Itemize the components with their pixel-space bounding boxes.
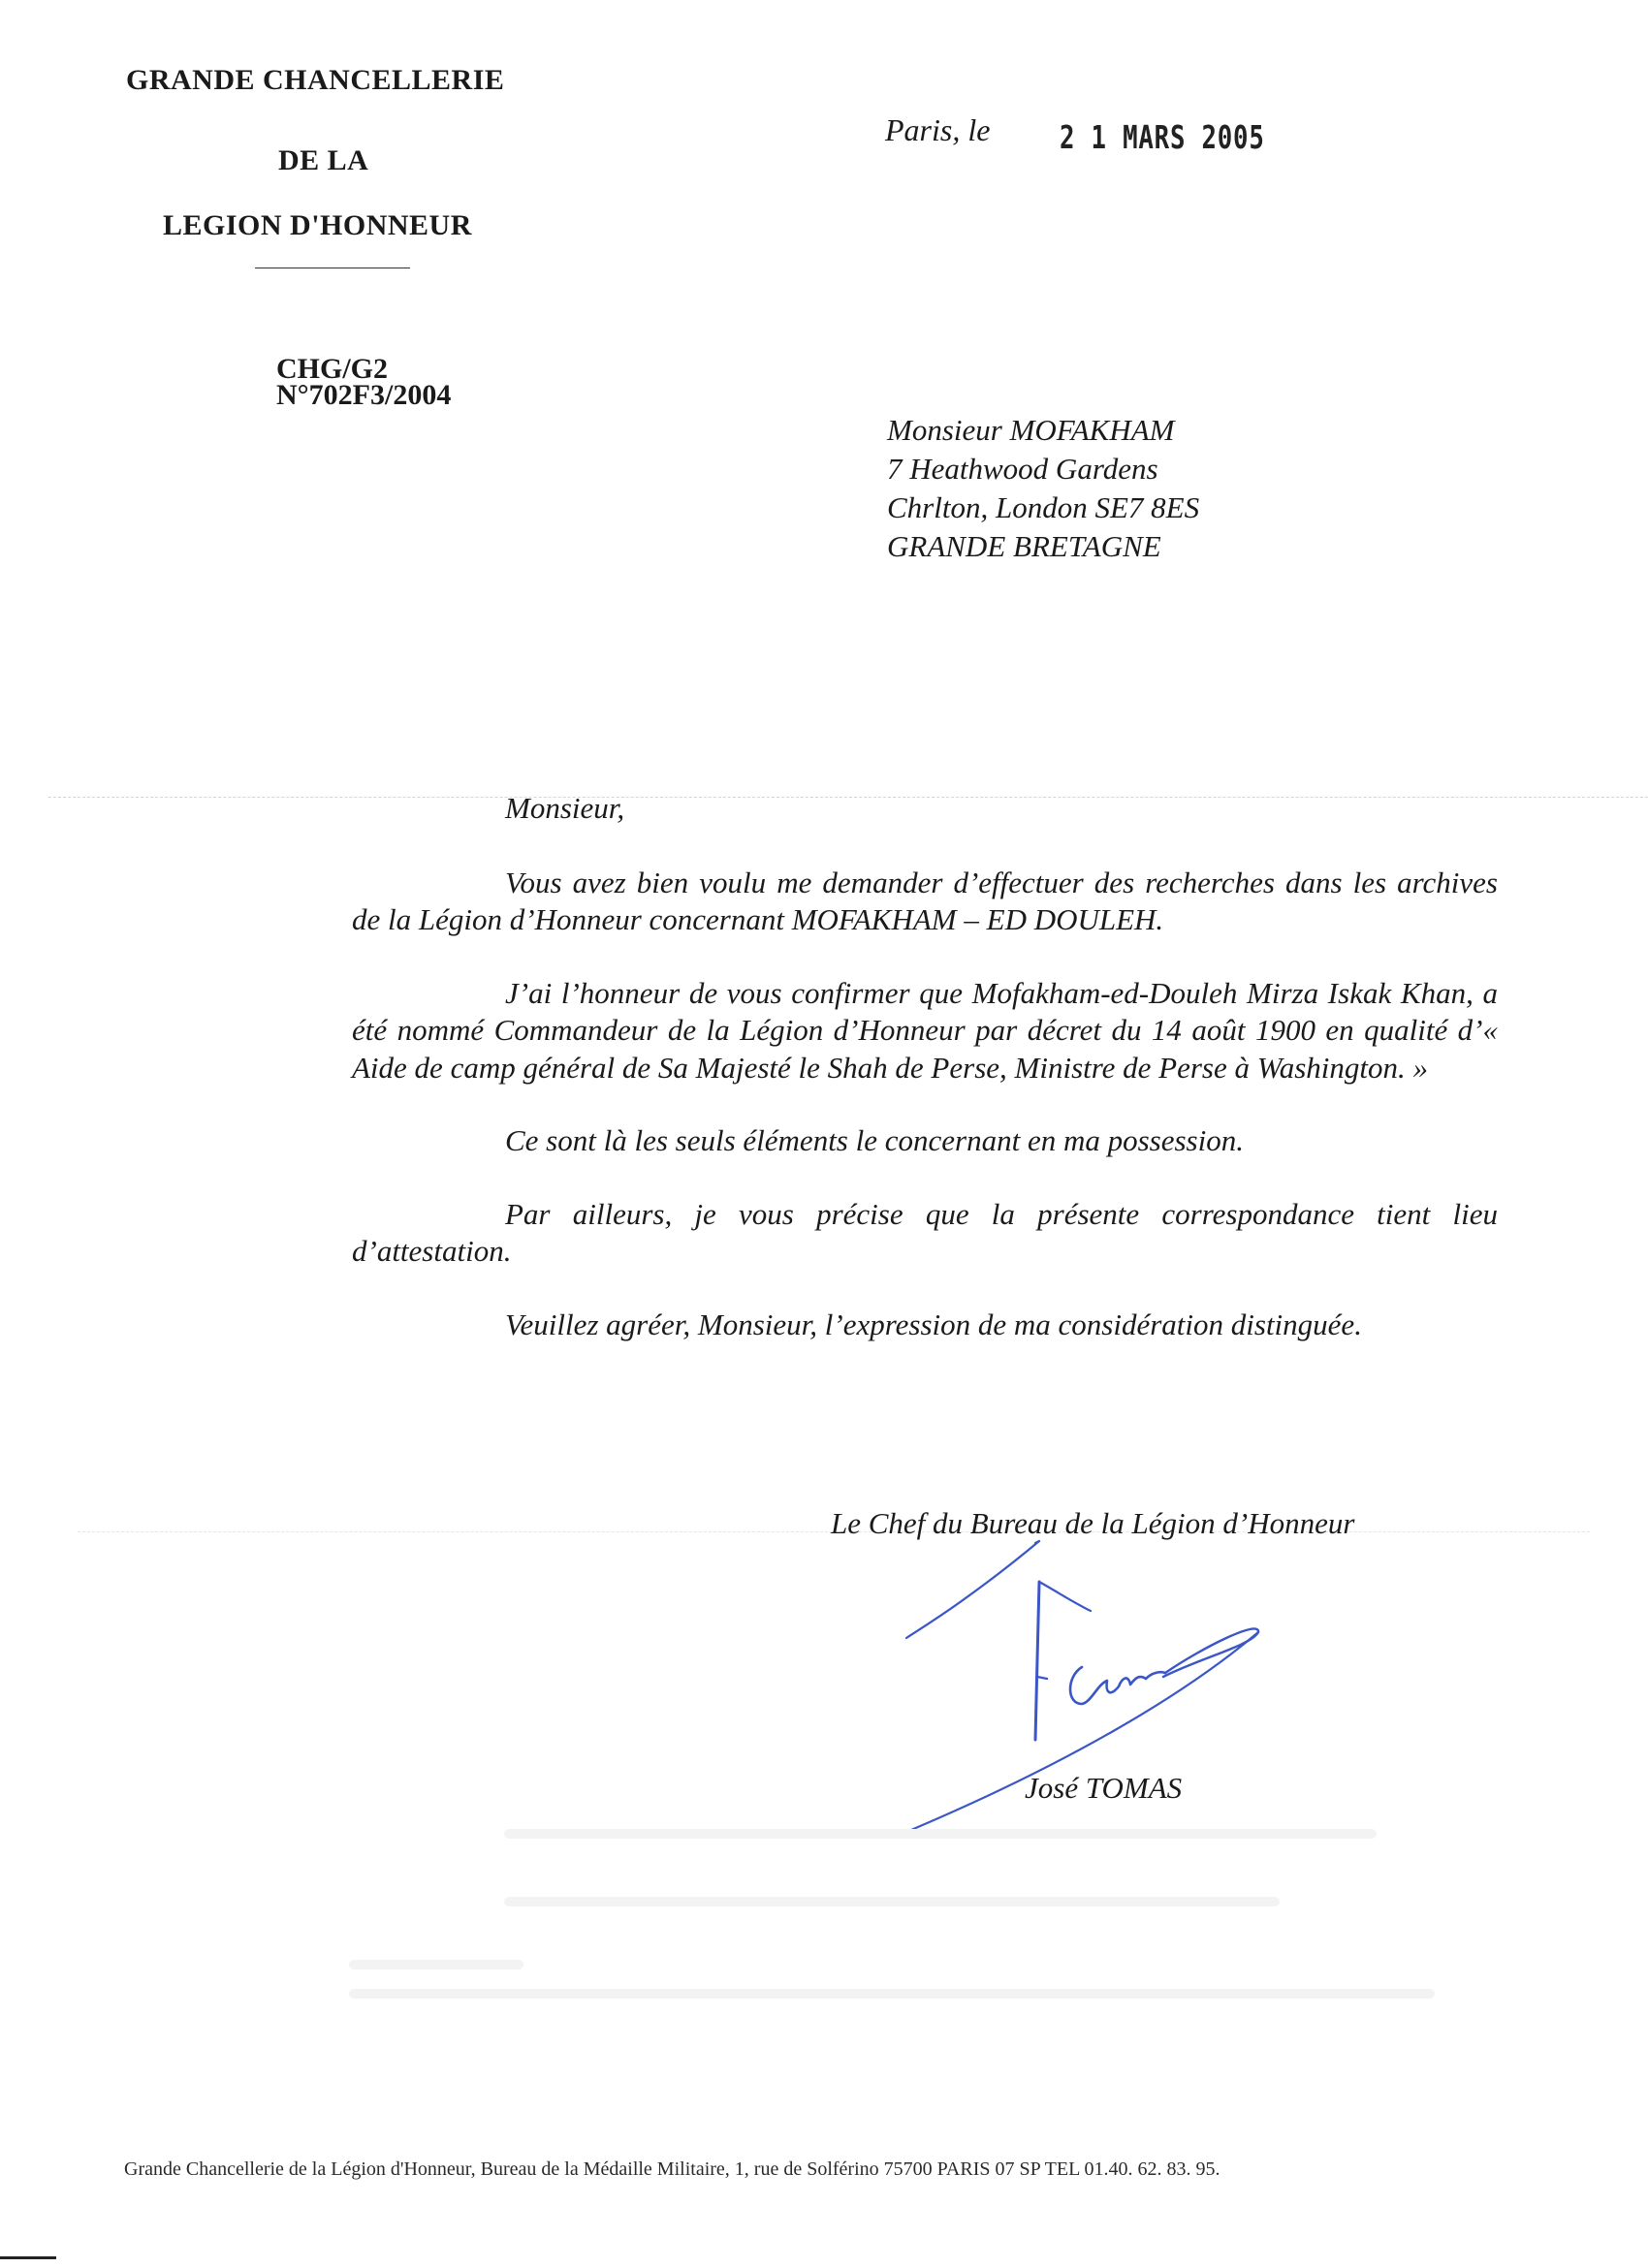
footer-address: Grande Chancellerie de la Légion d'Honneur, Bureau de la Médaille Militaire, 1, rue de Solférino 75700 PARIS 07 SP TEL 01.40. 62. 83. 95. — [124, 2158, 1220, 2180]
signatory-name: José TOMAS — [1025, 1771, 1183, 1805]
body-paragraph: Veuillez agréer, Monsieur, l’expression de ma considération distinguée. — [505, 1307, 1362, 1341]
letter-body — [352, 790, 1498, 1379]
reference-service: CHG/G2 — [276, 353, 389, 385]
body-paragraph: J’ai l’honneur de vous confirmer que Mofakham-ed-Douleh Mirza Iskak Khan, a été nommé Commandeur de la Légion d’Honneur par décret du 14 août 1900 en qualité d’« Aide de camp général de Sa Majesté le Shah de Perse, Ministre de Perse à Washington. » — [352, 975, 1498, 1085]
reference-number: N°702F3/2004 — [276, 379, 452, 411]
bleed-through-mark — [504, 1829, 1377, 1839]
recipient-line: Monsieur MOFAKHAM — [887, 413, 1175, 447]
letterhead-line-2: DE LA — [278, 144, 369, 176]
recipient-line: 7 Heathwood Gardens — [887, 452, 1158, 486]
body-paragraph: Par ailleurs, je vous précise que la présente correspondance tient lieu d’attestation. — [352, 1196, 1498, 1268]
recipient-line: GRANDE BRETAGNE — [887, 529, 1161, 563]
bleed-through-mark — [349, 1960, 523, 1969]
body-paragraph: Vous avez bien voulu me demander d’effectuer des recherches dans les archives de la Légion d’Honneur concernant MOFAKHAM – ED DOULEH. — [352, 865, 1498, 936]
bleed-through-mark — [349, 1989, 1435, 1999]
bleed-through-mark — [504, 1897, 1280, 1906]
scan-edge-mark — [0, 2256, 56, 2259]
signatory-title: Le Chef du Bureau de la Légion d’Honneur — [831, 1506, 1355, 1540]
date-stamp: 2 1 MARS 2005 — [1060, 118, 1265, 156]
recipient-line: Chrlton, London SE7 8ES — [887, 490, 1200, 524]
date-prefix: Paris, le — [885, 112, 991, 147]
salutation: Monsieur, — [505, 791, 625, 825]
letterhead-line-1: GRANDE CHANCELLERIE — [126, 64, 505, 96]
letterhead-line-3: LEGION D'HONNEUR — [163, 209, 472, 241]
body-paragraph: Ce sont là les seuls éléments le concernant en ma possession. — [505, 1123, 1244, 1157]
